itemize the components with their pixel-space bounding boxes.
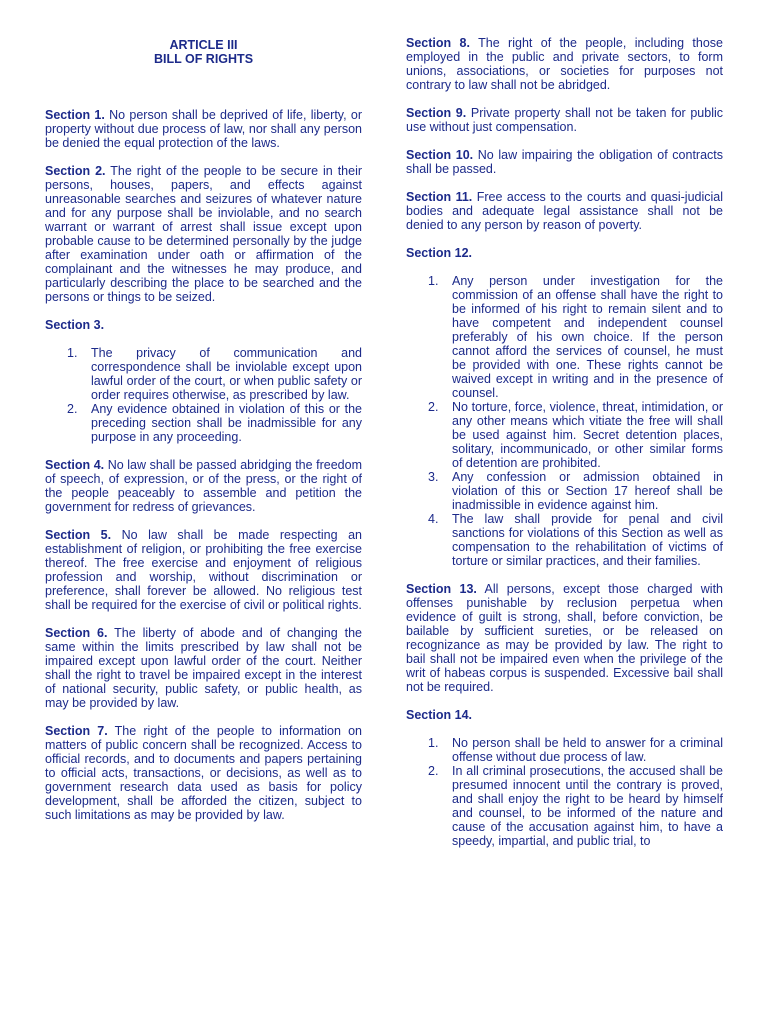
section-5 (45, 528, 362, 612)
left-column (45, 36, 362, 836)
section-12-list (406, 274, 723, 568)
list-item-text: Any person under investigation for the commission of an offense shall have the right to be informed of his right to remain silent and to have competent and independent counsel preferably of his own choice. If the person cannot afford the services of counsel, he must be provided with one. These rights cannot be waived except in writing and in the presence of counsel. (452, 274, 723, 400)
section-text: The right of the people to information on matters of public concern shall be recognized. Access to official records, and to documents and papers pertaining to official acts, transactions, or decisions, as well as to government research data used as basis for policy development, shall be afforded the citizen, subject to such limitations as may be provided by law. (45, 724, 362, 822)
list-item-text: The law shall provide for penal and civil sanctions for violations of this Section as well as compensation to the rehabilitation of victims of torture or similar practices, and their families. (452, 512, 723, 568)
list-number: 4. (428, 512, 439, 526)
list-item-text: In all criminal prosecutions, the accused shall be presumed innocent until the contrary is proved, and shall enjoy the right to be heard by himself and counsel, to be informed of the nature and cause of the accusation against him, to have a speedy, impartial, and public trial, to (452, 764, 723, 848)
section-text: Private property shall not be taken for public use without just compensation. (406, 106, 724, 134)
list-item (428, 736, 723, 764)
right-column (406, 36, 723, 862)
section-4 (45, 458, 362, 514)
section-8 (406, 36, 723, 92)
list-item (67, 346, 362, 402)
section-13 (406, 582, 723, 694)
section-text: The right of the people, including those employed in the public and private sectors, to form unions, associations, or societies for purposes not contrary to law shall not be abridged. (406, 36, 724, 92)
section-label: Section 6. (45, 626, 108, 640)
section-label: Section 13. (406, 582, 477, 596)
list-item-text: The privacy of communication and correspondence shall be inviolable except upon lawful order of the court, or when public safety or order requires otherwise, as prescribed by law. (91, 346, 362, 402)
section-14-heading: Section 14. (406, 708, 472, 722)
section-text: No person shall be deprived of life, liberty, or property without due process of law, nor shall any person be denied the equal protection of the laws. (45, 108, 362, 150)
list-item (67, 402, 362, 444)
section-label: Section 11. (406, 190, 473, 204)
section-6 (45, 626, 362, 710)
section-text: Free access to the courts and quasi-judicial bodies and adequate legal assistance shall not be denied to any person by reason of poverty. (406, 190, 724, 232)
section-label: Section 2. (45, 164, 106, 178)
list-item (428, 512, 723, 568)
section-3-list (45, 346, 362, 444)
section-text: No law shall be passed abridging the freedom of speech, of expression, or of the press, or the right of the people peaceably to assemble and petition the government for redress of grievances. (45, 458, 362, 514)
section-text: The right of the people to be secure in their persons, houses, papers, and effects against unreasonable searches and seizures of whatever nature and for any purpose shall be inviolable, and no search warrant or warrant of arrest shall issue except upon probable cause to be determined personally by the judge after examination under oath or affirmation of the complainant and the witnesses he may produce, and particularly describing the place to be searched and the persons or things to be seized. (45, 164, 363, 304)
section-11 (406, 190, 723, 232)
section-text: All persons, except those charged with offenses punishable by reclusion perpetua when evidence of guilt is strong, shall, before conviction, be bailable by sufficient sureties, or be released on recognizance as may be provided by law. The right to bail shall not be impaired even when the privilege of the writ of habeas corpus is suspended. Excessive bail shall not be required. (406, 582, 723, 694)
section-7 (45, 724, 362, 822)
section-text: No law impairing the obligation of contracts shall be passed. (406, 148, 723, 176)
section-text: The liberty of abode and of changing the same within the limits prescribed by law shall not be impaired except upon lawful order of the court. Neither shall the right to travel be impaired except in the interest of national security, public safety, or public health, as may be provided by law. (45, 626, 362, 710)
section-label: Section 7. (45, 724, 108, 738)
list-item-text: Any confession or admission obtained in violation of this or Section 17 hereof shall be inadmissible in evidence against him. (452, 470, 723, 512)
section-label: Section 5. (45, 528, 112, 542)
section-12-heading: Section 12. (406, 246, 472, 260)
list-item-text: No person shall be held to answer for a criminal offense without due process of law. (452, 736, 723, 764)
section-3-heading: Section 3. (45, 318, 105, 332)
list-number: 2. (428, 764, 439, 778)
section-label: Section 9. (406, 106, 467, 120)
section-label: Section 8. (406, 36, 470, 50)
section-label: Section 10. (406, 148, 474, 162)
list-number: 1. (428, 274, 439, 288)
section-10 (406, 148, 723, 176)
section-text: No law shall be made respecting an establishment of religion, or prohibiting the free exercise thereof. The free exercise and enjoyment of religious profession and worship, without discrimination or preference, shall forever be allowed. No religious test shall be required for the exercise of civil or political rights. (45, 528, 362, 612)
article-title: BILL OF RIGHTS (153, 52, 254, 66)
section-9 (406, 106, 723, 134)
section-14-list (406, 736, 723, 848)
list-item (428, 274, 723, 400)
list-number: 1. (428, 736, 439, 750)
list-number: 2. (67, 402, 78, 416)
article-number: ARTICLE III (169, 38, 238, 52)
list-item-text: No torture, force, violence, threat, intimidation, or any other means which vitiate the free will shall be used against him. Secret detention places, solitary, incommunicado, or other similar forms of detention are prohibited. (452, 400, 723, 470)
section-label: Section 1. (45, 108, 105, 122)
section-label: Section 4. (45, 458, 105, 472)
section-2 (45, 164, 362, 304)
list-item-text: Any evidence obtained in violation of this or the preceding section shall be inadmissible for any purpose in any proceeding. (91, 402, 362, 444)
section-1 (45, 108, 362, 150)
list-number: 1. (67, 346, 78, 360)
list-item (428, 470, 723, 512)
list-item (428, 400, 723, 470)
list-number: 2. (428, 400, 439, 414)
list-number: 3. (428, 470, 439, 484)
list-item (428, 764, 723, 848)
